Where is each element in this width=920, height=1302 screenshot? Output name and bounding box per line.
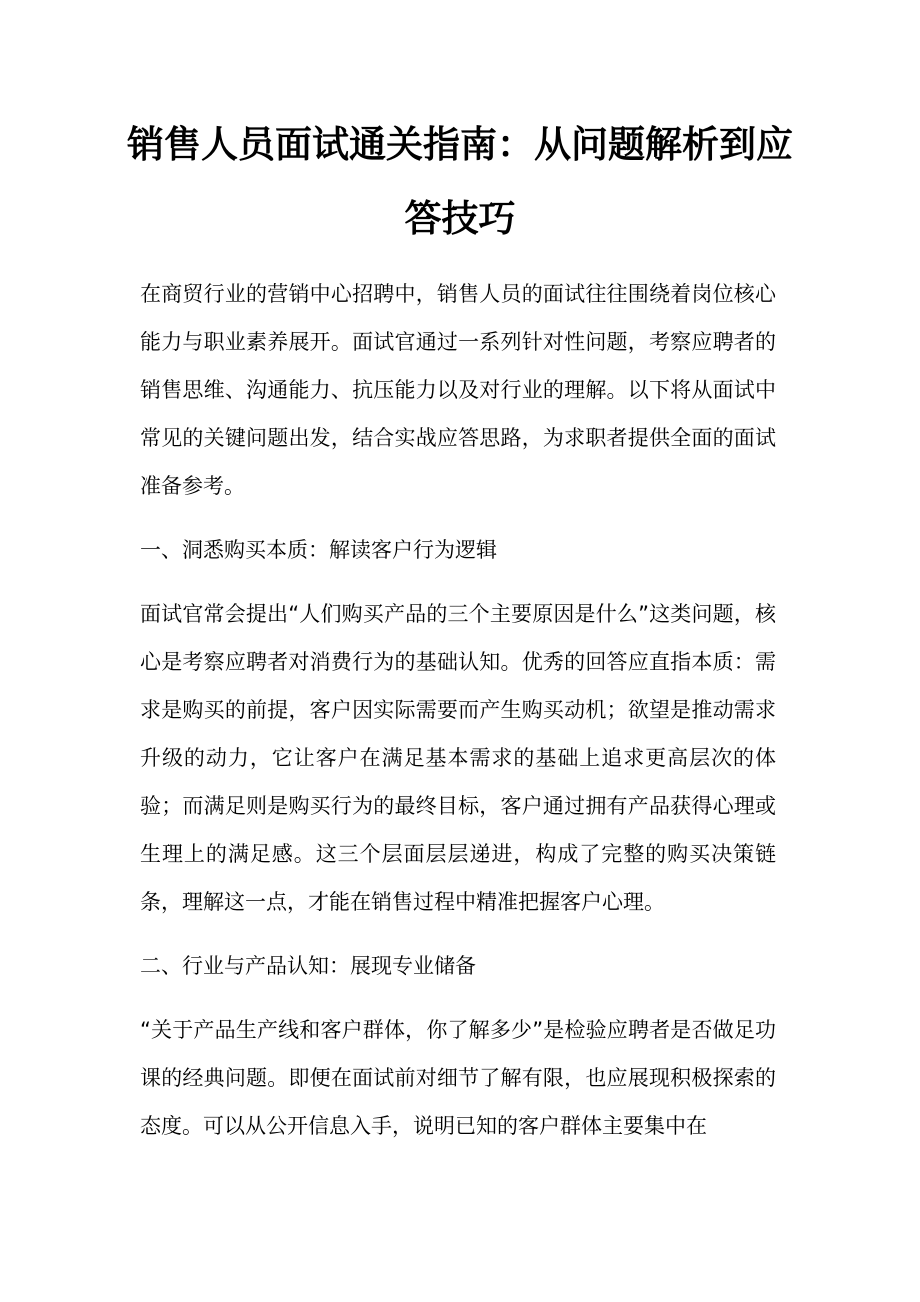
section-1-paragraph: 面试官常会提出“人们购买产品的三个主要原因是什么”这类问题，核心是考察应聘者对消费行为的基础认知。优秀的回答应直指本质：需求是购买的前提，客户因实际需要而产生购买动机；欲望是推动需求升级的动力，它让客户在满足基本需求的基础上追求更高层次的体验；而满足则是购买行为的最终目标，客户通过拥有产品获得心理或生理上的满足感。这三个层面层层递进，构成了完整的购买决策链条，理解这一点，才能在销售过程中精准把握客户心理。 xyxy=(140,602,776,914)
document-body xyxy=(140,270,776,1166)
section-1-heading: 一、洞悉购买本质：解读客户行为逻辑 xyxy=(140,538,497,562)
section-2-paragraph: “关于产品生产线和客户群体，你了解多少”是检验应聘者是否做足功课的经典问题。即便在面试前对细节了解有限，也应展现积极探索的态度。可以从公开信息入手，说明已知的客户群体主要集中在 xyxy=(140,1018,776,1138)
document-title: 销售人员面试通关指南：从问题解析到应答技巧 xyxy=(127,123,793,240)
intro-paragraph: 在商贸行业的营销中心招聘中，销售人员的面试往往围绕着岗位核心能力与职业素养展开。面试官通过一系列针对性问题，考察应聘者的销售思维、沟通能力、抗压能力以及对行业的理解。以下将从面试中常见的关键问题出发，结合实战应答思路，为求职者提供全面的面试准备参考。 xyxy=(140,282,776,498)
section-2-heading: 二、行业与产品认知：展现专业储备 xyxy=(140,954,476,978)
